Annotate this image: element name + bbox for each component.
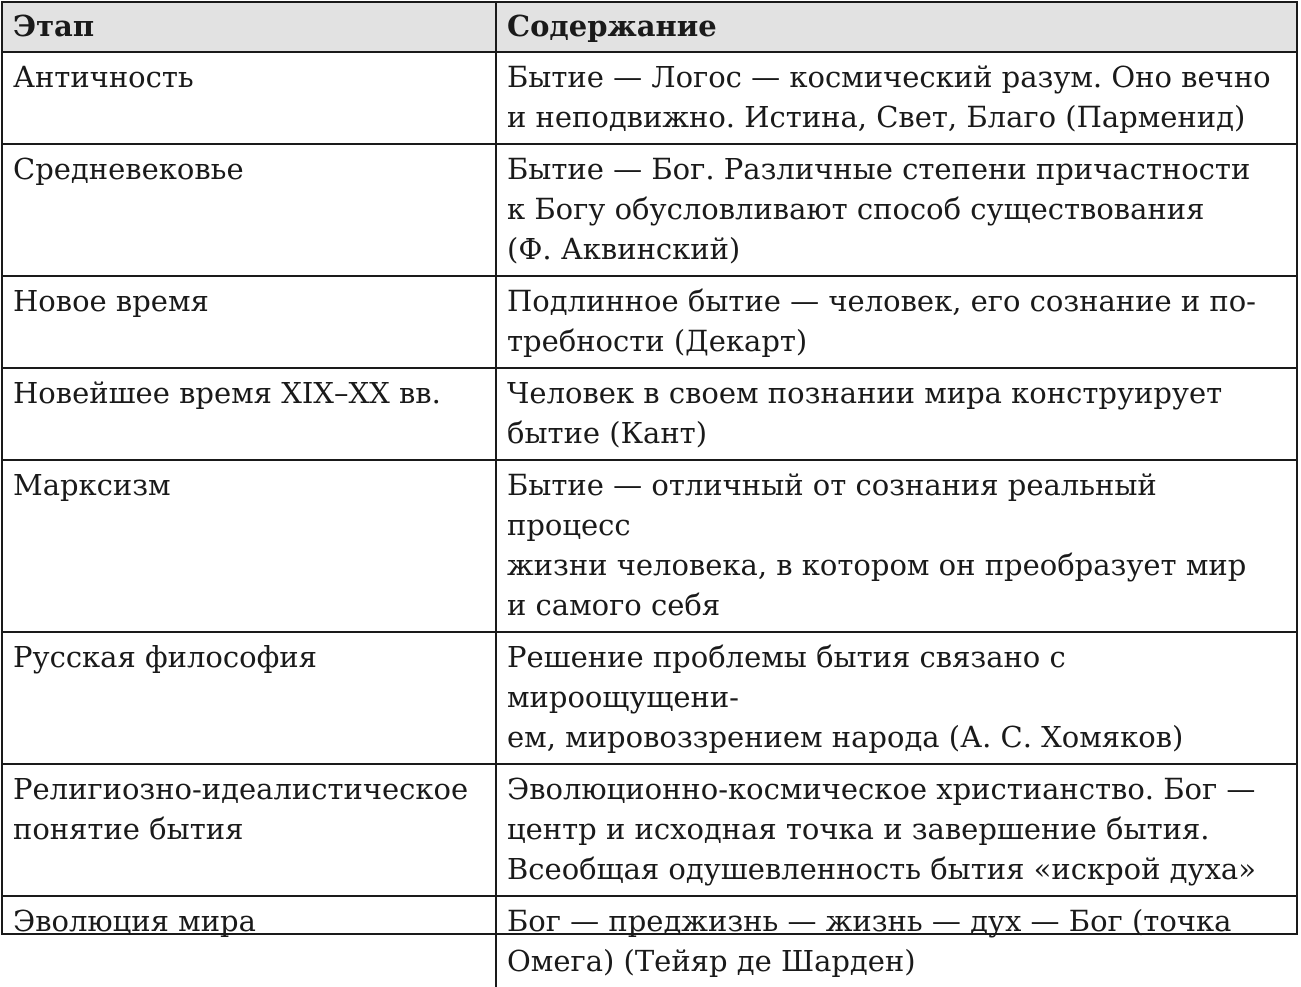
cell-stage: Средневековье <box>3 144 496 276</box>
cell-stage: Античность <box>3 52 496 144</box>
table-row <box>3 276 1296 368</box>
table-row <box>3 632 1296 764</box>
header-stage: Этап <box>3 3 496 52</box>
cell-stage: Религиозно-идеалистическое понятие бытия <box>3 764 496 896</box>
cell-content: Человек в своем познании мира конструирует бытие (Кант) <box>496 368 1296 460</box>
cell-stage: Марксизм <box>3 460 496 632</box>
philosophy-being-table <box>3 3 1296 987</box>
cell-content: Бог — преджизнь — жизнь — дух — Бог (точка Омега) (Тейяр де Шарден) <box>496 896 1296 987</box>
header-content: Содержание <box>496 3 1296 52</box>
table-header-row <box>3 3 1296 52</box>
cell-stage: Эволюция мира <box>3 896 496 987</box>
cell-content: Бытие — Бог. Различные степени причастности к Богу обусловливают способ существования (Ф. Аквинский) <box>496 144 1296 276</box>
table-row <box>3 52 1296 144</box>
cell-content: Бытие — Логос — космический разум. Оно вечно и неподвижно. Истина, Свет, Благо (Парменид) <box>496 52 1296 144</box>
philosophy-table-frame <box>1 1 1298 978</box>
cell-content: Эволюционно-космическое христианство. Бог — центр и исходная точка и завершение бытия. Всеобщая одушевленность бытия «искрой духа» <box>496 764 1296 896</box>
cell-stage: Русская философия <box>3 632 496 764</box>
cell-content: Решение проблемы бытия связано с мироощущени- ем, мировоззрением народа (А. С. Хомяков) <box>496 632 1296 764</box>
cell-stage: Новое время <box>3 276 496 368</box>
table-row <box>3 896 1296 987</box>
cell-content: Подлинное бытие — человек, его сознание и по- требности (Декарт) <box>496 276 1296 368</box>
cell-stage: Новейшее время XIX–XX вв. <box>3 368 496 460</box>
table-row <box>3 144 1296 276</box>
cell-content: Бытие — отличный от сознания реальный процесс жизни человека, в котором он преобразует мир и самого себя <box>496 460 1296 632</box>
table-row <box>3 368 1296 460</box>
table-row <box>3 764 1296 896</box>
table-row <box>3 460 1296 632</box>
